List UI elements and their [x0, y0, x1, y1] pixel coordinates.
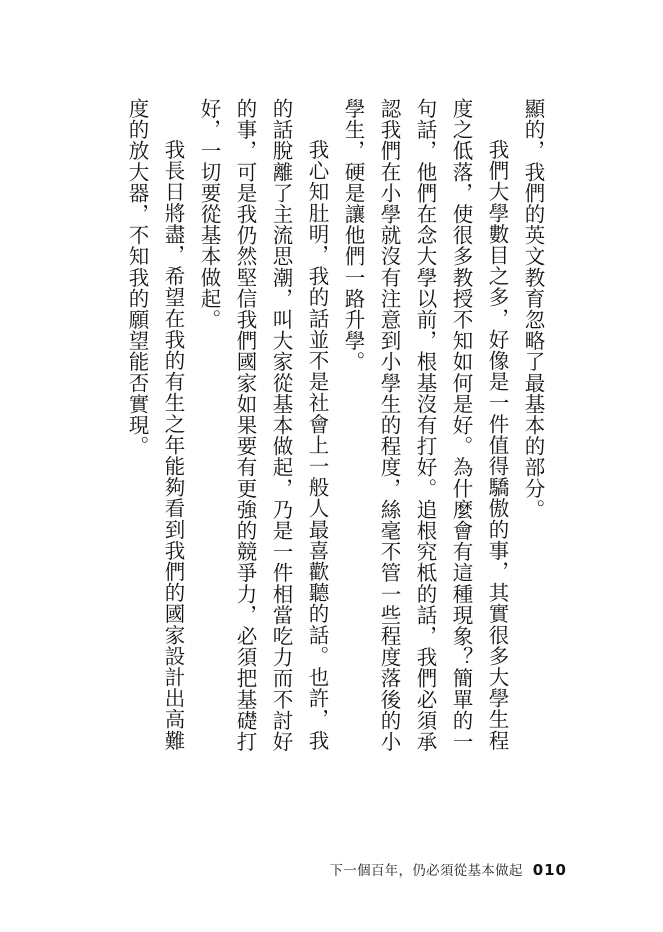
text-line: 的話脫離了主流思潮，叫大家從基本做起，乃是一件相當吃力而不討好 — [269, 98, 293, 753]
text-line: 度之低落，使很多教授不知如何是好。為什麼會有這種現象？簡單的一 — [449, 98, 473, 753]
paragraph-3 — [191, 98, 335, 753]
running-title: 下一個百年，仍必須從基本做起 — [329, 863, 523, 879]
paragraph-2 — [335, 98, 515, 753]
text-line: 顯的，我們的英文教育忽略了最基本的部分。 — [521, 98, 545, 520]
text-line: 好，一切要從基本做起。 — [197, 98, 221, 331]
text-line: 我長日將盡，希望在我的有生之年能夠看到我們的國家設計出高難 — [161, 139, 185, 751]
text-line: 我們大學數目之多，好像是一件值得驕傲的事，其實很多大學生程 — [485, 139, 509, 751]
page-footer — [329, 859, 567, 879]
text-line: 學生，硬是讓他們一路升學。 — [341, 98, 365, 373]
page-number: 010 — [532, 861, 567, 879]
text-line: 認我們在小學就沒有注意到小學生的程度，絲毫不管一些程度落後的小 — [377, 98, 401, 753]
text-line: 的事，可是我仍然堅信我們國家如果要有更強的競爭力，必須把基礎打 — [233, 98, 257, 753]
paragraph-1 — [515, 98, 551, 698]
body-text-vertical — [119, 98, 551, 753]
paragraph-4 — [119, 98, 191, 751]
text-line: 度的放大器，不知我的願望能否實現。 — [125, 98, 149, 457]
text-line: 我心知肚明，我的話並不是社會上一般人最喜歡聽的話。也許，我 — [305, 139, 329, 751]
text-line: 句話，他們在念大學以前，根基沒有打好。追根究柢的話，我們必須承 — [413, 98, 437, 753]
